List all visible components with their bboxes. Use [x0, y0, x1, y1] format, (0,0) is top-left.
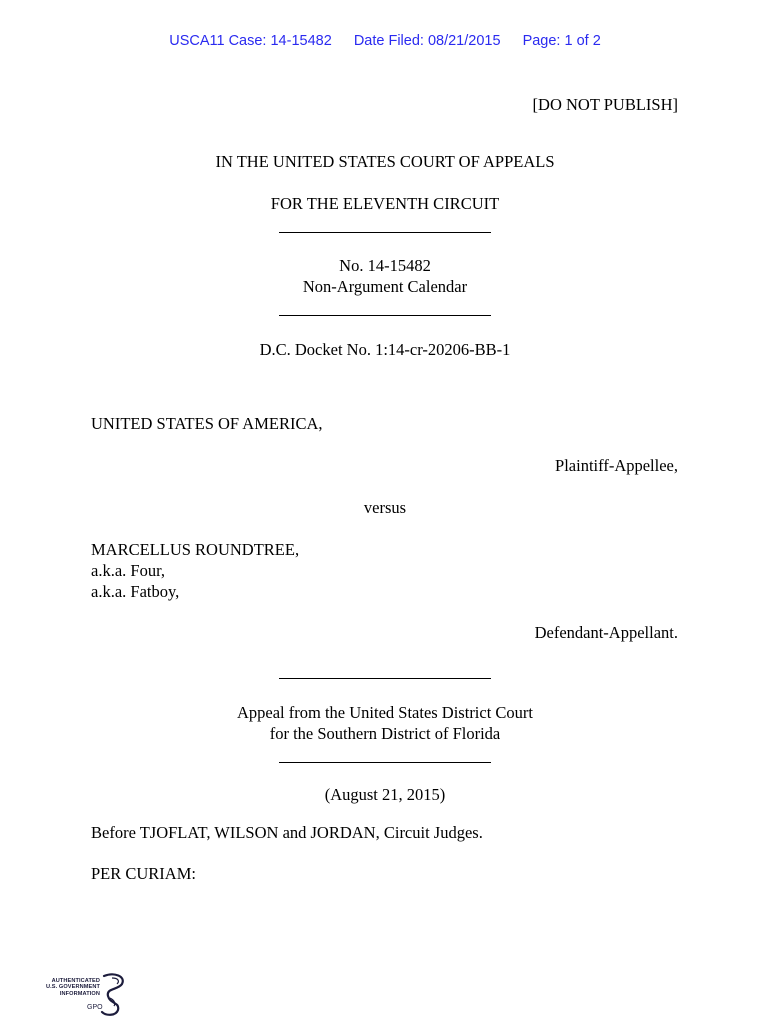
eagle-icon — [98, 972, 128, 1018]
appeal-origin: Appeal from the United States District Court — [236, 703, 534, 722]
appeal-district: for the Southern District of Florida — [269, 724, 501, 743]
publish-note: [DO NOT PUBLISH] — [532, 95, 678, 114]
seal-text: AUTHENTICATED U.S. GOVERNMENT INFORMATION — [45, 978, 100, 997]
defendant-role: Defendant-Appellant. — [534, 623, 678, 642]
calendar-type: Non-Argument Calendar — [302, 277, 468, 296]
plaintiff-name: UNITED STATES OF AMERICA, — [91, 414, 323, 433]
case-number-stamp: USCA11 Case: 14-15482 — [169, 33, 332, 49]
divider-rule — [279, 315, 491, 316]
divider-rule — [279, 762, 491, 763]
divider-rule — [279, 232, 491, 233]
defendant-name: MARCELLUS ROUNDTREE, — [91, 540, 300, 559]
date-filed-stamp: Date Filed: 08/21/2015 — [353, 33, 501, 49]
panel-judges: Before TJOFLAT, WILSON and JORDAN, Circuit Judges. — [91, 823, 483, 842]
versus-label: versus — [363, 498, 407, 517]
page-count-stamp: Page: 1 of 2 — [522, 33, 601, 49]
decision-date: (August 21, 2015) — [324, 785, 446, 804]
per-curiam-heading: PER CURIAM: — [91, 864, 196, 883]
plaintiff-role: Plaintiff-Appellee, — [555, 456, 678, 475]
defendant-alias: a.k.a. Four, — [91, 561, 166, 580]
seal-agency: GPO — [87, 1004, 103, 1011]
docket-number: D.C. Docket No. 1:14-cr-20206-BB-1 — [259, 340, 511, 359]
circuit-name: FOR THE ELEVENTH CIRCUIT — [270, 194, 500, 213]
gpo-authentication-seal — [42, 972, 128, 1018]
case-number: No. 14-15482 — [339, 256, 431, 275]
court-name: IN THE UNITED STATES COURT OF APPEALS — [215, 152, 555, 171]
divider-rule — [279, 678, 491, 679]
filing-header-stamp — [0, 33, 770, 49]
defendant-alias: a.k.a. Fatboy, — [91, 582, 180, 601]
